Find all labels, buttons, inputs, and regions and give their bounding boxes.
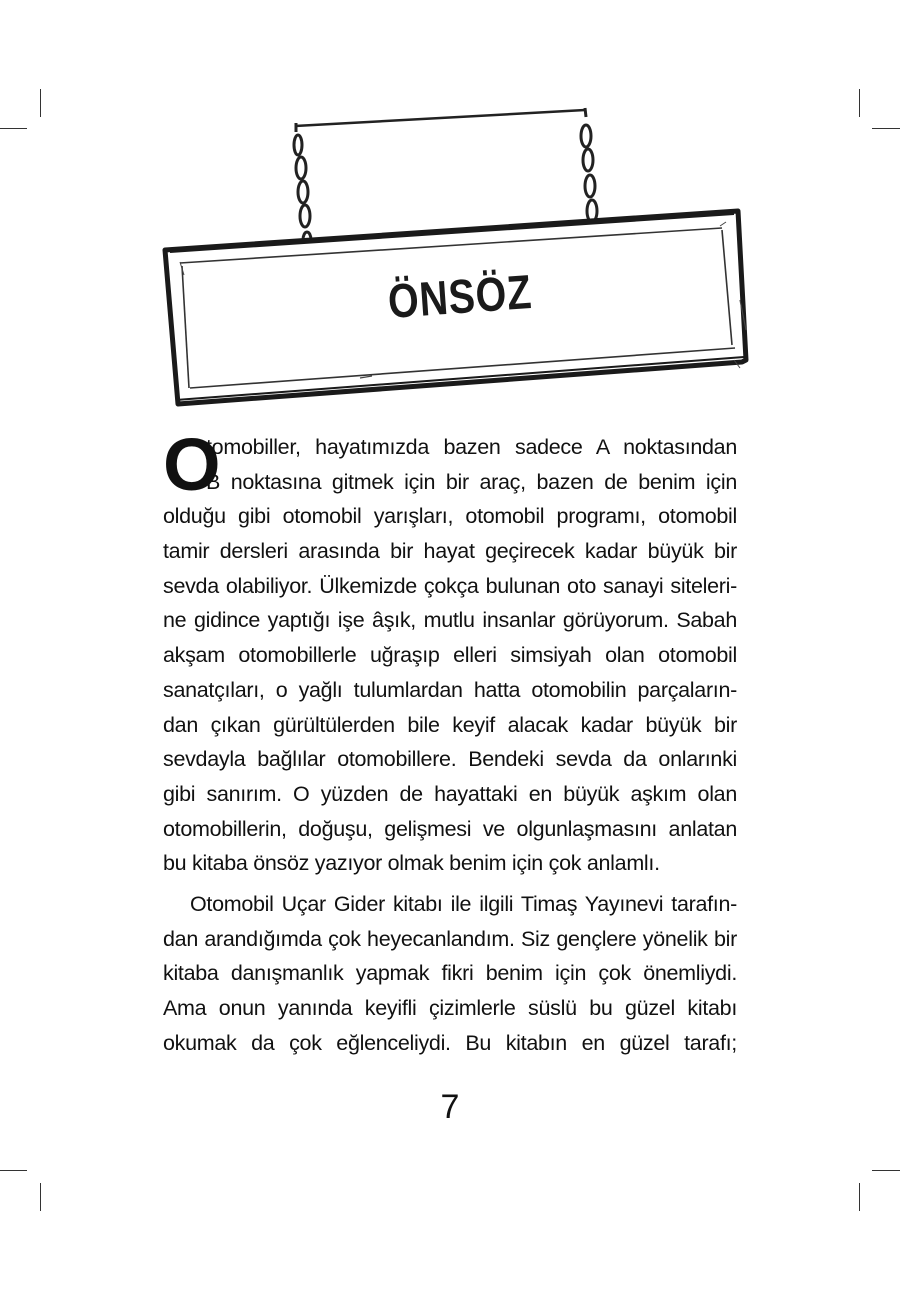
text-line: Ama onun yanında keyifli çizimlerle süslü bu güzel kitabı [163, 996, 737, 1020]
text-line: okumak da çok eğlenceliydi. Bu kitabın en güzel tarafı; [163, 1030, 737, 1055]
text-line: dan arandığımda çok heyecanlandım. Siz gençlere yönelik bir [163, 926, 737, 951]
crop-mark-bottom-left-h [0, 1170, 27, 1171]
text-line: kitaba danışmanlık yapmak fikri benim için çok önemliydi. [163, 961, 737, 986]
text-line: sevda olabiliyor. Ülkemizde çokça bulunan oto sanayi siteleri- [163, 573, 737, 598]
text-line: gibi sanırım. O yüzden de hayattaki en büyük aşkım olan [163, 781, 737, 806]
crop-mark-bottom-left-v [40, 1183, 41, 1211]
text-line: bu kitaba önsöz yazıyor olmak benim için çok anlamlı. [163, 851, 660, 876]
body-text [163, 423, 737, 1060]
page-heading: ÖNSÖZ [386, 266, 534, 329]
paragraph-1 [163, 423, 737, 881]
text-line: tamir dersleri arasında bir hayat geçirecek kadar büyük bir [163, 539, 737, 564]
text-line: B noktasına gitmek için bir araç, bazen de benim için [206, 469, 737, 494]
text-line: ne gidince yaptığı işe âşık, mutlu insanlar görüyorum. Sabah [163, 608, 737, 633]
text-line: sanatçıları, o yağlı tulumlardan hatta otomobilin parçaların- [163, 677, 737, 702]
hanging-sign-illustration [0, 0, 900, 420]
crop-mark-bottom-right-h [872, 1170, 900, 1171]
text-line: sevdayla bağlılar otomobillere. Bendeki sevda da onlarınki [163, 747, 737, 772]
text-line: akşam otomobillerle uğraşıp elleri simsiyah olan otomobil [163, 643, 737, 668]
text-line: Otomobil Uçar Gider kitabı ile ilgili Timaş Yayınevi tarafın- [190, 891, 737, 916]
crop-mark-bottom-right-v [859, 1183, 860, 1211]
text-line: olduğu gibi otomobil yarışları, otomobil programı, otomobil [163, 504, 737, 529]
text-line: otomobillerin, doğuşu, gelişmesi ve olgunlaşmasını anlatan [163, 816, 737, 841]
paragraph-2 [163, 887, 737, 1060]
page-number: 7 [440, 1088, 460, 1126]
text-line: tomobiller, hayatımızda bazen sadece A noktasından [206, 435, 737, 459]
text-line: dan çıkan gürültülerden bile keyif alacak kadar büyük bir [163, 712, 737, 737]
drop-cap: O [163, 423, 221, 506]
